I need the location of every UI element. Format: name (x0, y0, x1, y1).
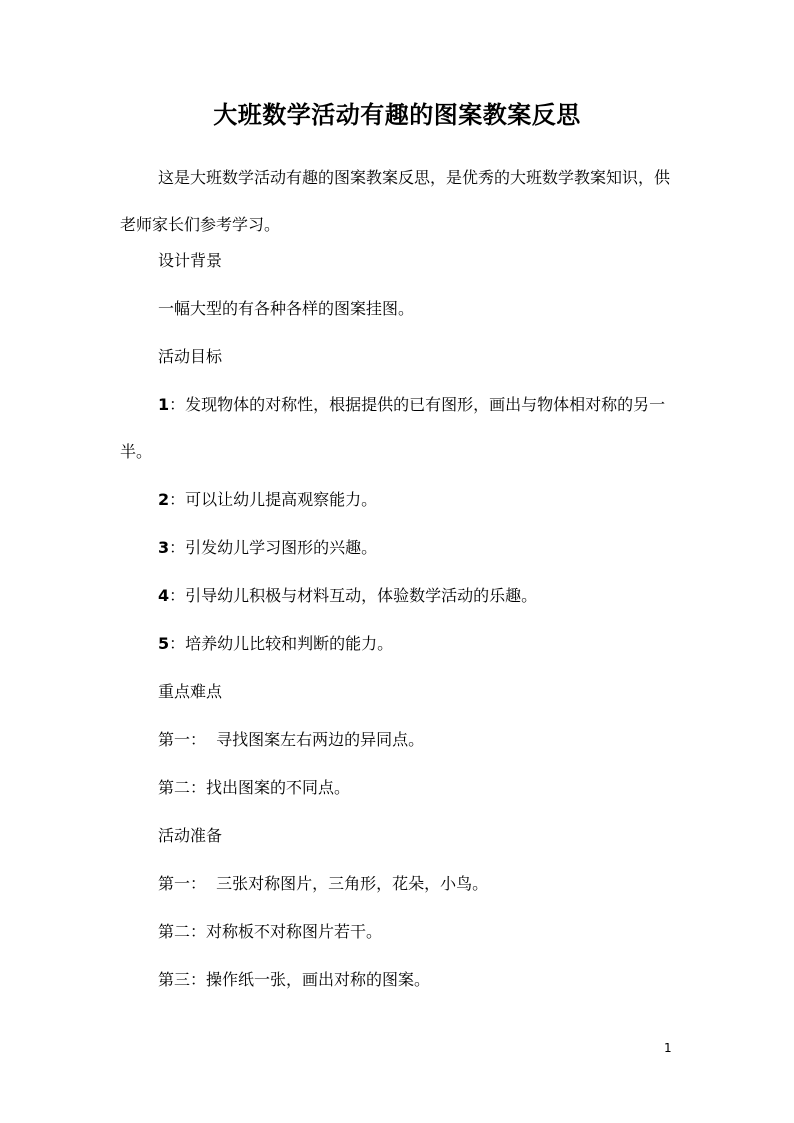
objective-number: 3 (158, 538, 170, 557)
objective-item (120, 536, 676, 560)
objective-number: 5 (158, 634, 170, 653)
key-points-heading: 重点难点 (158, 682, 223, 701)
objectives-heading: 活动目标 (158, 347, 223, 366)
page-number: 1 (664, 1041, 672, 1055)
objective-text: ：培养幼儿比较和判断的能力。 (169, 634, 394, 653)
intro-paragraph: 这是大班数学活动有趣的图案教案反思，是优秀的大班数学教案知识，供老师家长们参考学习。 (120, 168, 671, 234)
document-body (120, 166, 676, 1016)
objective-text: ：可以让幼儿提高观察能力。 (169, 490, 378, 509)
objective-item (120, 584, 676, 608)
objective-item (120, 488, 676, 512)
preparation-heading: 活动准备 (158, 826, 223, 845)
design-background-text: 一幅大型的有各种各样的图案挂图。 (158, 299, 415, 318)
objective-text: ：引发幼儿学习图形的兴趣。 (169, 538, 378, 557)
objective-number: 1 (158, 395, 170, 414)
preparation-item: 第三：操作纸一张，画出对称的图案。 (158, 970, 431, 989)
preparation-item: 第二：对称板不对称图片若干。 (158, 922, 383, 941)
objective-item (120, 632, 676, 656)
objective-number: 4 (158, 586, 170, 605)
key-point-item: 第一： 寻找图案左右两边的异同点。 (158, 730, 425, 749)
objective-number: 2 (158, 490, 170, 509)
objective-text: ：发现物体的对称性，根据提供的已有图形，画出与物体相对称的另一半。 (120, 395, 666, 461)
objective-text: ：引导幼儿积极与材料互动，体验数学活动的乐趣。 (169, 586, 538, 605)
key-point-item: 第二：找出图案的不同点。 (158, 778, 351, 797)
preparation-item: 第一： 三张对称图片，三角形，花朵，小鸟。 (158, 874, 489, 893)
objective-item (120, 381, 676, 475)
design-background-heading: 设计背景 (158, 251, 223, 270)
document-title: 大班数学活动有趣的图案教案反思 (213, 100, 581, 129)
